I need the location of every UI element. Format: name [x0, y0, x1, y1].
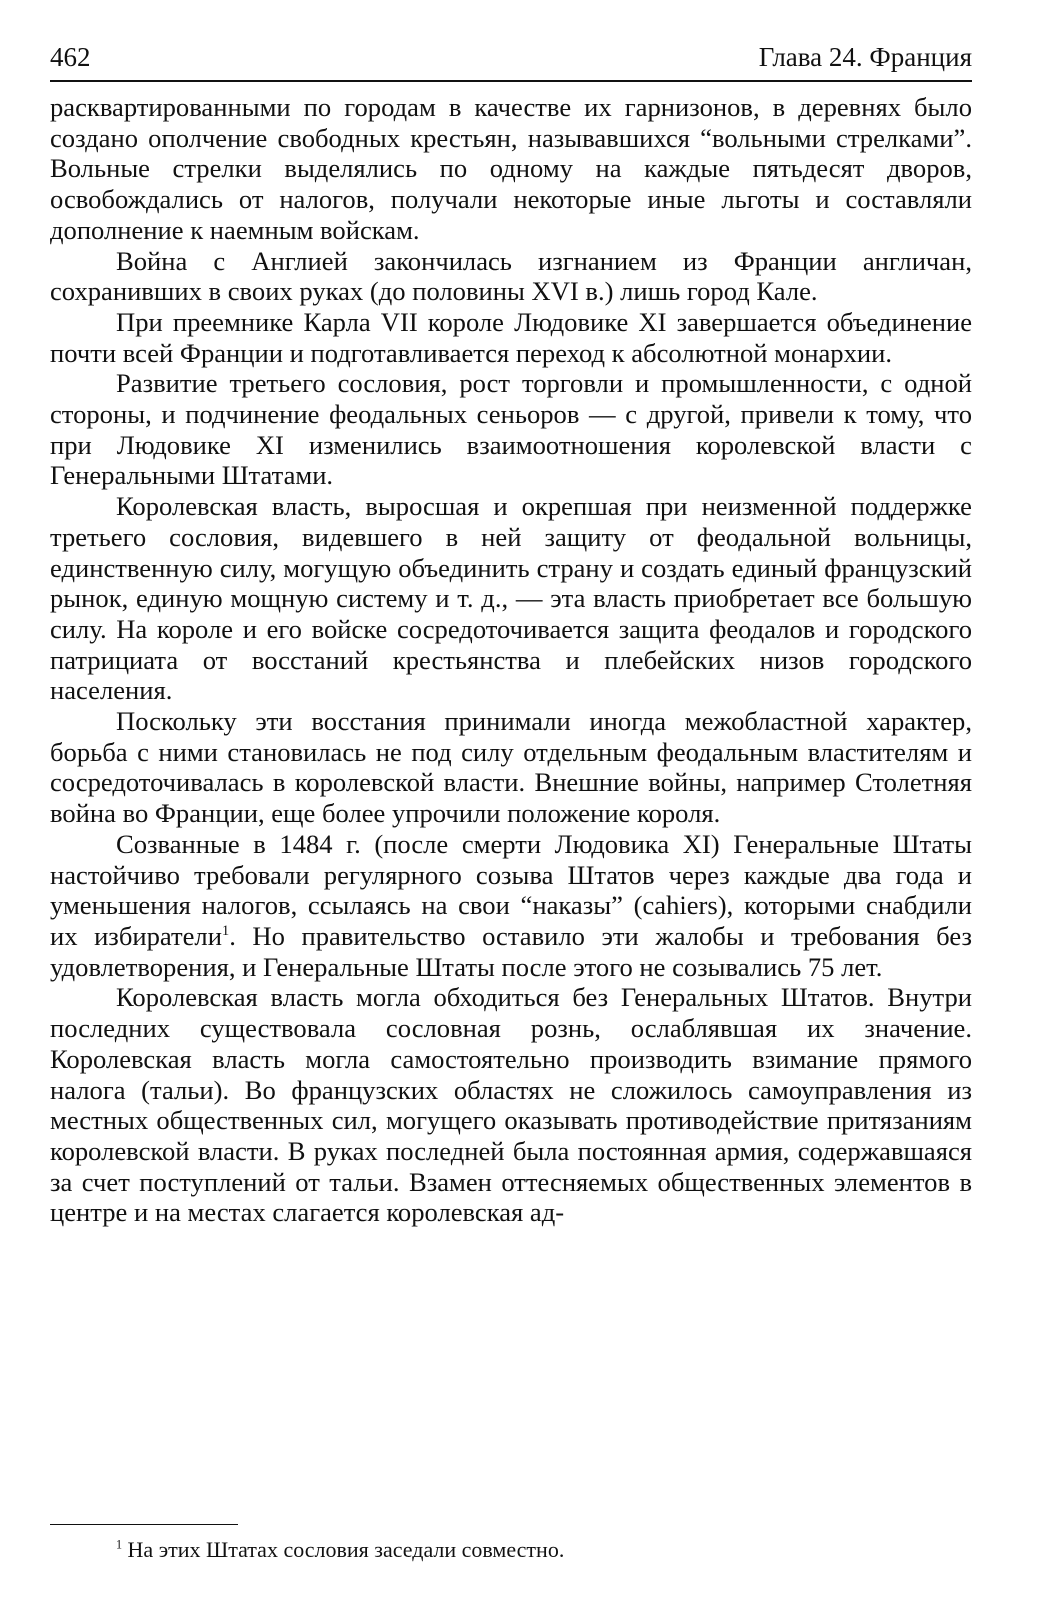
main-text: [50, 92, 972, 1228]
chapter-title: Глава 24. Франция: [758, 42, 972, 72]
footnote-marker: 1: [116, 1537, 123, 1552]
page-number: 462: [50, 42, 91, 72]
running-header: [50, 40, 972, 82]
paragraph: При преемнике Карла VII короле Людовике XI завершается объединение почти всей Франции и подготавливается переход к абсолютной монархии.: [50, 306, 972, 368]
paragraph: Поскольку эти восстания принимали иногда межобластной характер, борьба с ними становилась не под силу отдельным феодальным властителям и сосредоточивалась в королевской власти. Внешние войны, например Столетняя война во Франции, еще более упрочили положение короля.: [50, 706, 972, 829]
paragraph: Королевская власть могла обходиться без Генеральных Штатов. Внутри последних существовала сословная рознь, ослаблявшая их значение. Королевская власть могла самостоятельно производить взимание прямого налога (тальи). Во французских областях не сложилось самоуправления из местных общественных сил, могущего оказывать противодействие притязаниям королевской власти. В руках последней была постоянная армия, содержавшаяся за счет поступлений от тальи. Взамен оттесняемых общественных элементов в центре и на местах слагается королевская ад-: [50, 982, 972, 1228]
paragraph: Королевская власть, выросшая и окрепшая при неизменной поддержке третьего сословия, видевшего в ней защиту от феодальной вольницы, единственную силу, могущую объединить страну и создать единый французский рынок, единую мощную систему и т. д., — эта власть приобретает все большую силу. На короле и его войске сосредоточивается защита феодалов и городского патрициата от восстаний крестьянства и плебейских низов городского населения.: [50, 491, 972, 706]
paragraph: Развитие третьего сословия, рост торговли и промышленности, с одной стороны, и подчинение феодальных сеньоров — с другой, привели к тому, что при Людовике XI изменились взаимоотношения королевской власти с Генеральными Штатами.: [50, 368, 972, 491]
paragraph: расквартированными по городам в качестве их гарнизонов, в деревнях было создано ополчение свободных крестьян, называвшихся “вольными стрелками”. Вольные стрелки выделялись по одному на каждые пятьдесят дворов, освобождались от налогов, получали некоторые иные льготы и составляли дополнение к наемным войскам.: [50, 92, 972, 245]
footnote-reference: 1: [221, 923, 230, 940]
paragraph: Война с Англией закончилась изгнанием из Франции англичан, сохранивших в своих руках (до половины XVI в.) лишь город Кале.: [50, 245, 972, 307]
paragraph-with-footnote: [50, 829, 972, 983]
page: [50, 40, 972, 1228]
footnote-text: На этих Штатах сословия заседали совместно.: [127, 1537, 565, 1562]
paragraph-text: Созванные в 1484 г. (после смерти Людовика XI) Генеральные Штаты настойчиво требовали регулярного созыва Штатов через каждые два года и уменьшения налогов, ссылаясь на свои “наказы” (cahiers), которыми снабдили их избиратели: [50, 828, 972, 951]
footnote-divider: [50, 1524, 238, 1525]
footnote: [116, 1536, 564, 1564]
paragraph-text: . Но правительство оставило эти жалобы и требования без удовлетворения, и Генеральные Штаты после этого не созывались 75 лет.: [50, 920, 972, 982]
